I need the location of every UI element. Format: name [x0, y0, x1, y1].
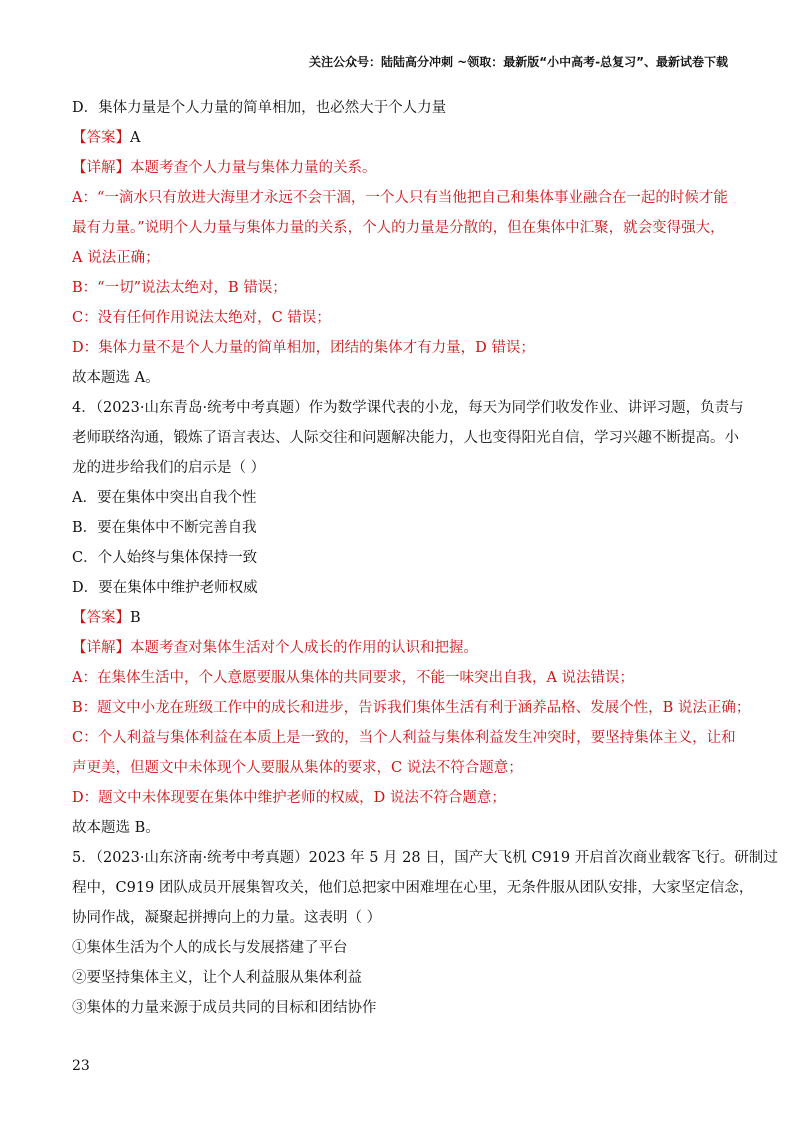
text-line: B：题文中小龙在班级工作中的成长和进步，告诉我们集体生活有利于涵养品格、发展个性，B 说法正确； — [72, 700, 751, 716]
text-line: B．要在集体中不断完善自我 — [72, 520, 257, 536]
answer-tag: 【答案】 — [72, 610, 130, 626]
text-line: ②要坚持集体主义，让个人利益服从集体利益 — [72, 970, 362, 986]
text-line: D：题文中未体现要在集体中维护老师的权威，D 说法不符合题意； — [72, 790, 506, 806]
text-line: 程中，C919 团队成员开展集智攻关，他们总把家中困难埋在心里，无条件服从团队安排，大家坚定信念， — [72, 880, 754, 896]
text-line: A：在集体生活中，个人意愿要服从集体的共同要求，不能一味突出自我，A 说法错误； — [72, 670, 635, 686]
text-line: 最有力量。”说明个人力量与集体力量的关系，个人的力量是分散的，但在集体中汇聚，就会变得强大， — [72, 220, 725, 236]
text-line: 协同作战，凝聚起拼搏向上的力量。这表明（ ） — [72, 910, 382, 926]
text-line: D．集体力量是个人力量的简单相加，也必然大于个人力量 — [72, 100, 447, 116]
text-line: 老师联络沟通，锻炼了语言表达、人际交往和问题解决能力，人也变得阳光自信，学习兴趣不断提高。小 — [72, 430, 739, 446]
text-line: 5．（2023·山东济南·统考中考真题）2023 年 5 月 28 日，国产大飞机 C919 开启首次商业载客飞行。研制过 — [72, 850, 778, 866]
text-line: 故本题选 A。 — [72, 370, 160, 386]
text-line — [72, 603, 728, 633]
detail-tag: 【详解】 — [72, 640, 130, 656]
text-line: ③集体的力量来源于成员共同的目标和团结协作 — [72, 1000, 377, 1016]
text-line — [72, 633, 728, 663]
text-line — [72, 123, 728, 153]
detail-text: 本题考查对集体生活对个人成长的作用的认识和把握。 — [130, 640, 478, 656]
text-line: C：没有任何作用说法太绝对，C 错误； — [72, 310, 331, 326]
text-line: C：个人利益与集体利益在本质上是一致的，当个人利益与集体利益发生冲突时，要坚持集体主义，让和 — [72, 730, 736, 746]
document-body — [72, 93, 778, 1023]
page-number: 23 — [72, 1058, 90, 1074]
text-line: 故本题选 B。 — [72, 820, 160, 836]
answer-tag: 【答案】 — [72, 130, 130, 146]
answer-value: A — [130, 130, 141, 146]
text-line: 声更美，但题文中未体现个人要服从集体的要求，C 说法不符合题意； — [72, 760, 523, 776]
text-line: D：集体力量不是个人力量的简单相加，团结的集体才有力量，D 错误； — [72, 340, 535, 356]
text-line: A．要在集体中突出自我个性 — [72, 490, 257, 506]
detail-tag: 【详解】 — [72, 160, 130, 176]
text-line: A 说法正确； — [72, 250, 160, 266]
answer-value: B — [130, 610, 141, 626]
text-line: D．要在集体中维护老师权威 — [72, 580, 258, 596]
text-line — [72, 153, 728, 183]
page-header: 关注公众号：陆陆高分冲刺 ~领取：最新版“小中高考-总复习”、最新试卷下载 — [309, 55, 728, 69]
text-line: 龙的进步给我们的启示是（ ） — [72, 460, 266, 476]
text-line: C．个人始终与集体保持一致 — [72, 550, 258, 566]
text-line: A：“一滴水只有放进大海里才永远不会干涸，一个人只有当他把自己和集体事业融合在一起的时候才能 — [72, 190, 728, 206]
text-line: ①集体生活为个人的成长与发展搭建了平台 — [72, 940, 348, 956]
text-line: 4．（2023·山东青岛·统考中考真题）作为数学课代表的小龙，每天为同学们收发作业、讲评习题，负责与 — [72, 400, 744, 416]
text-line: B：“一切”说法太绝对，B 错误； — [72, 280, 287, 296]
detail-text: 本题考查个人力量与集体力量的关系。 — [130, 160, 377, 176]
